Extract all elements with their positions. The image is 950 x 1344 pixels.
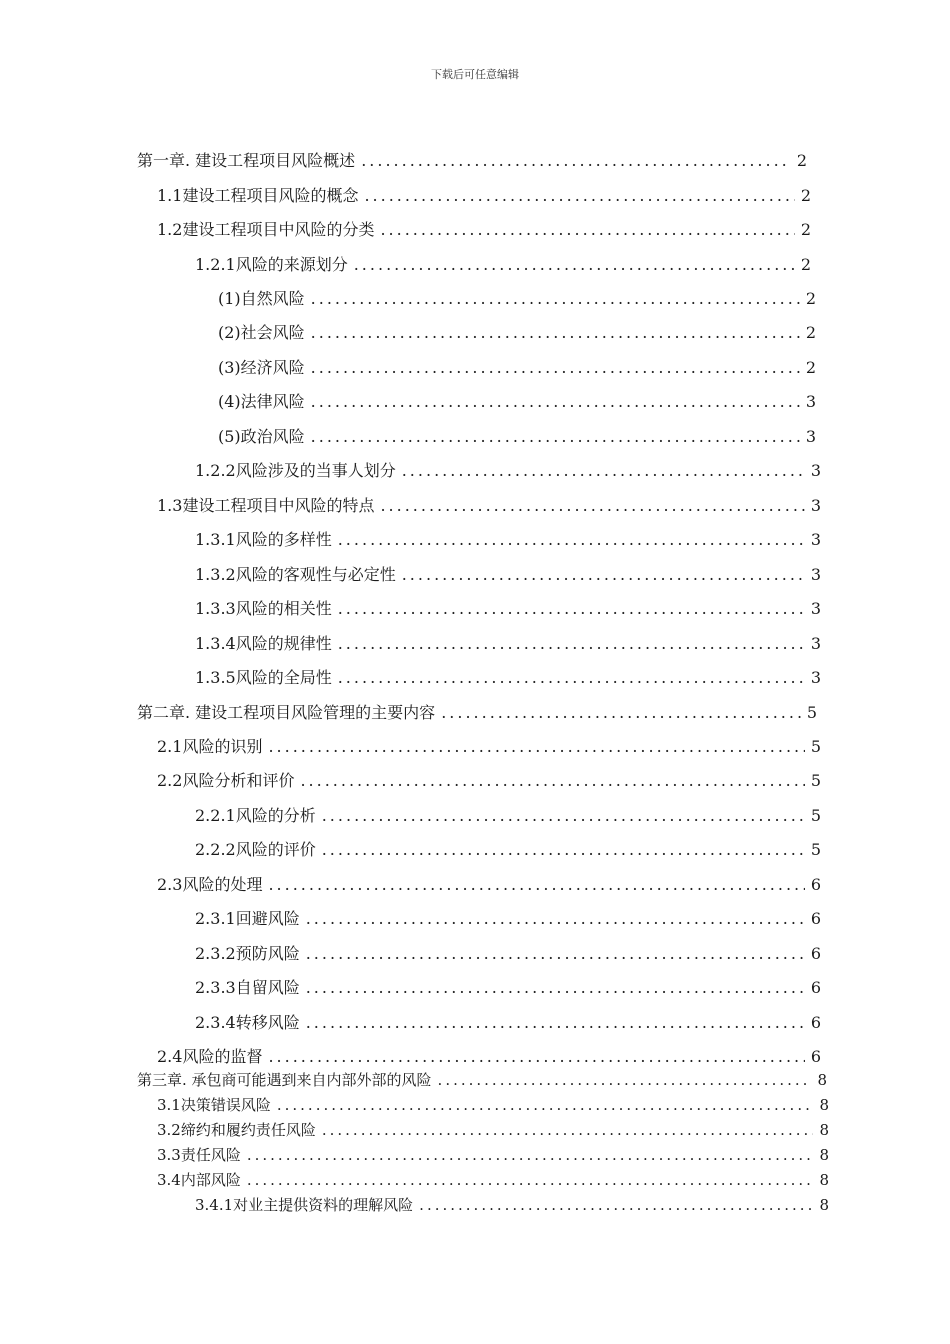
toc-leader (322, 840, 805, 860)
toc-entry[interactable] (157, 186, 811, 206)
toc-entry-text: 3.1决策错误风险 (157, 1096, 271, 1114)
toc-page-number: 8 (819, 1146, 829, 1164)
toc-leader (306, 944, 805, 964)
toc-leader (268, 875, 804, 895)
toc-entry-text: 1.3.4风险的规律性 (195, 634, 332, 653)
toc-entry[interactable] (195, 634, 821, 654)
toc-page-number: 3 (810, 530, 821, 549)
toc-entry[interactable] (195, 806, 821, 826)
toc-entry-text: 1.3.3风险的相关性 (195, 599, 332, 618)
toc-entry[interactable] (218, 289, 816, 309)
toc-leader (419, 1196, 813, 1214)
toc-leader (268, 1047, 804, 1067)
toc-leader (306, 978, 805, 998)
toc-page-number: 3 (810, 599, 821, 618)
toc-entry[interactable] (195, 668, 821, 688)
toc-entry-text: 1.3.1风险的多样性 (195, 530, 332, 549)
toc-entry[interactable] (195, 978, 821, 998)
toc-entry-text: 3.2缔约和履约责任风险 (157, 1121, 316, 1139)
toc-page-number: 8 (819, 1171, 829, 1189)
toc-leader (402, 565, 805, 585)
toc-page-number: 6 (810, 875, 821, 894)
toc-entry[interactable] (195, 1013, 821, 1033)
toc-leader (338, 668, 805, 688)
toc-leader (306, 909, 805, 929)
toc-page-number: 3 (805, 392, 816, 411)
toc-leader (338, 634, 805, 654)
toc-entry[interactable] (218, 358, 816, 378)
toc-entry-text: 2.2.2风险的评价 (195, 840, 316, 859)
toc-entry[interactable] (195, 840, 821, 860)
toc-leader (380, 220, 794, 240)
toc-page-number: 3 (810, 461, 821, 480)
toc-page-number: 5 (806, 703, 817, 722)
toc-entry[interactable] (157, 875, 821, 895)
toc-leader (306, 1013, 805, 1033)
toc-leader (277, 1096, 813, 1114)
toc-entry-text: 3.3责任风险 (157, 1146, 241, 1164)
toc-entry[interactable] (195, 909, 821, 929)
toc-page-number: 6 (810, 978, 821, 997)
toc-leader (311, 427, 800, 447)
toc-entry[interactable] (195, 461, 821, 481)
toc-leader (247, 1171, 813, 1189)
page-header: 下载后可任意编辑 (431, 68, 519, 81)
toc-entry-text: 第一章. 建设工程项目风险概述 (137, 151, 356, 170)
toc-leader (338, 530, 805, 550)
toc-entry[interactable] (137, 151, 807, 171)
toc-entry-text: (1)自然风险 (218, 289, 305, 308)
toc-entry-text: 3.4.1对业主提供资料的理解风险 (195, 1196, 414, 1214)
toc-page-number: 8 (819, 1121, 829, 1139)
toc-page-number: 8 (819, 1096, 829, 1114)
toc-page-number: 2 (805, 289, 816, 308)
toc-entry[interactable] (157, 220, 811, 240)
toc-page-number: 3 (805, 427, 816, 446)
toc-entry[interactable] (157, 1096, 829, 1114)
toc-leader (300, 771, 804, 791)
toc-entry-text: 2.3风险的处理 (157, 875, 263, 894)
toc-entry-text: 2.4风险的监督 (157, 1047, 263, 1066)
toc-page-number: 2 (805, 358, 816, 377)
toc-entry-text: 2.3.4转移风险 (195, 1013, 300, 1032)
toc-entry[interactable] (157, 737, 821, 757)
toc-leader (247, 1146, 813, 1164)
toc-entry[interactable] (157, 771, 821, 791)
toc-entry-text: 1.2建设工程项目中风险的分类 (157, 220, 375, 239)
toc-entry[interactable] (195, 530, 821, 550)
toc-page-number: 6 (810, 944, 821, 963)
toc-entry[interactable] (157, 1146, 829, 1164)
toc-entry-text: 2.2.1风险的分析 (195, 806, 316, 825)
toc-leader (402, 461, 805, 481)
toc-page-number: 3 (810, 565, 821, 584)
toc-entry-text: 第三章. 承包商可能遇到来自内部外部的风险 (137, 1071, 432, 1089)
toc-leader (322, 1121, 813, 1139)
toc-entry-text: 1.3.2风险的客观性与必定性 (195, 565, 396, 584)
toc-leader (322, 806, 805, 826)
toc-leader (441, 703, 801, 723)
toc-entry-text: 1.2.2风险涉及的当事人划分 (195, 461, 396, 480)
toc-entry-text: 1.2.1风险的来源划分 (195, 255, 348, 274)
toc-page-number: 8 (819, 1196, 829, 1214)
toc-entry[interactable] (157, 1047, 821, 1067)
toc-leader (438, 1071, 811, 1089)
toc-entry-text: (5)政治风险 (218, 427, 305, 446)
toc-leader (338, 599, 805, 619)
toc-entry-text: 3.4内部风险 (157, 1171, 241, 1189)
toc-leader (311, 289, 800, 309)
toc-page-number: 3 (810, 634, 821, 653)
toc-page-number: 6 (810, 1047, 821, 1066)
toc-entry[interactable] (137, 703, 817, 723)
toc-leader (380, 496, 804, 516)
toc-entry-text: 2.2风险分析和评价 (157, 771, 295, 790)
toc-entry[interactable] (157, 1171, 829, 1189)
toc-entry[interactable] (195, 1196, 829, 1214)
toc-leader (268, 737, 804, 757)
toc-page-number: 5 (810, 737, 821, 756)
toc-leader (311, 323, 800, 343)
toc-entry-text: (4)法律风险 (218, 392, 305, 411)
toc-entry[interactable] (218, 323, 816, 343)
toc-page-number: 2 (800, 186, 811, 205)
toc-entry-text: 1.1建设工程项目风险的概念 (157, 186, 359, 205)
toc-leader (364, 186, 794, 206)
toc-entry-text: 2.3.2预防风险 (195, 944, 300, 963)
toc-entry-text: 第二章. 建设工程项目风险管理的主要内容 (137, 703, 436, 722)
toc-entry[interactable] (157, 496, 821, 516)
toc-page-number: 2 (796, 151, 807, 170)
toc-entry[interactable] (137, 1071, 827, 1089)
toc-page-number: 5 (810, 771, 821, 790)
toc-page-number: 6 (810, 1013, 821, 1032)
toc-page-number: 5 (810, 806, 821, 825)
toc-page-number: 2 (800, 220, 811, 239)
toc-entry-text: 2.3.1回避风险 (195, 909, 300, 928)
toc-page-number: 3 (810, 496, 821, 515)
toc-entry-text: 2.1风险的识别 (157, 737, 263, 756)
toc-entry-text: 1.3建设工程项目中风险的特点 (157, 496, 375, 515)
toc-entry[interactable] (195, 565, 821, 585)
toc-entry[interactable] (218, 427, 816, 447)
toc-leader (361, 151, 791, 171)
toc-entry[interactable] (195, 255, 811, 275)
toc-entry[interactable] (218, 392, 816, 412)
toc-entry[interactable] (195, 599, 821, 619)
toc-entry-text: (3)经济风险 (218, 358, 305, 377)
toc-leader (311, 358, 800, 378)
toc-page-number: 6 (810, 909, 821, 928)
toc-leader (354, 255, 795, 275)
toc-page-number: 3 (810, 668, 821, 687)
toc-page-number: 2 (805, 323, 816, 342)
toc-leader (311, 392, 800, 412)
toc-page-number: 8 (817, 1071, 827, 1089)
toc-entry[interactable] (195, 944, 821, 964)
toc-entry-text: (2)社会风险 (218, 323, 305, 342)
toc-page-number: 2 (800, 255, 811, 274)
toc-entry-text: 1.3.5风险的全局性 (195, 668, 332, 687)
toc-entry[interactable] (157, 1121, 829, 1139)
toc-page-number: 5 (810, 840, 821, 859)
toc-entry-text: 2.3.3自留风险 (195, 978, 300, 997)
